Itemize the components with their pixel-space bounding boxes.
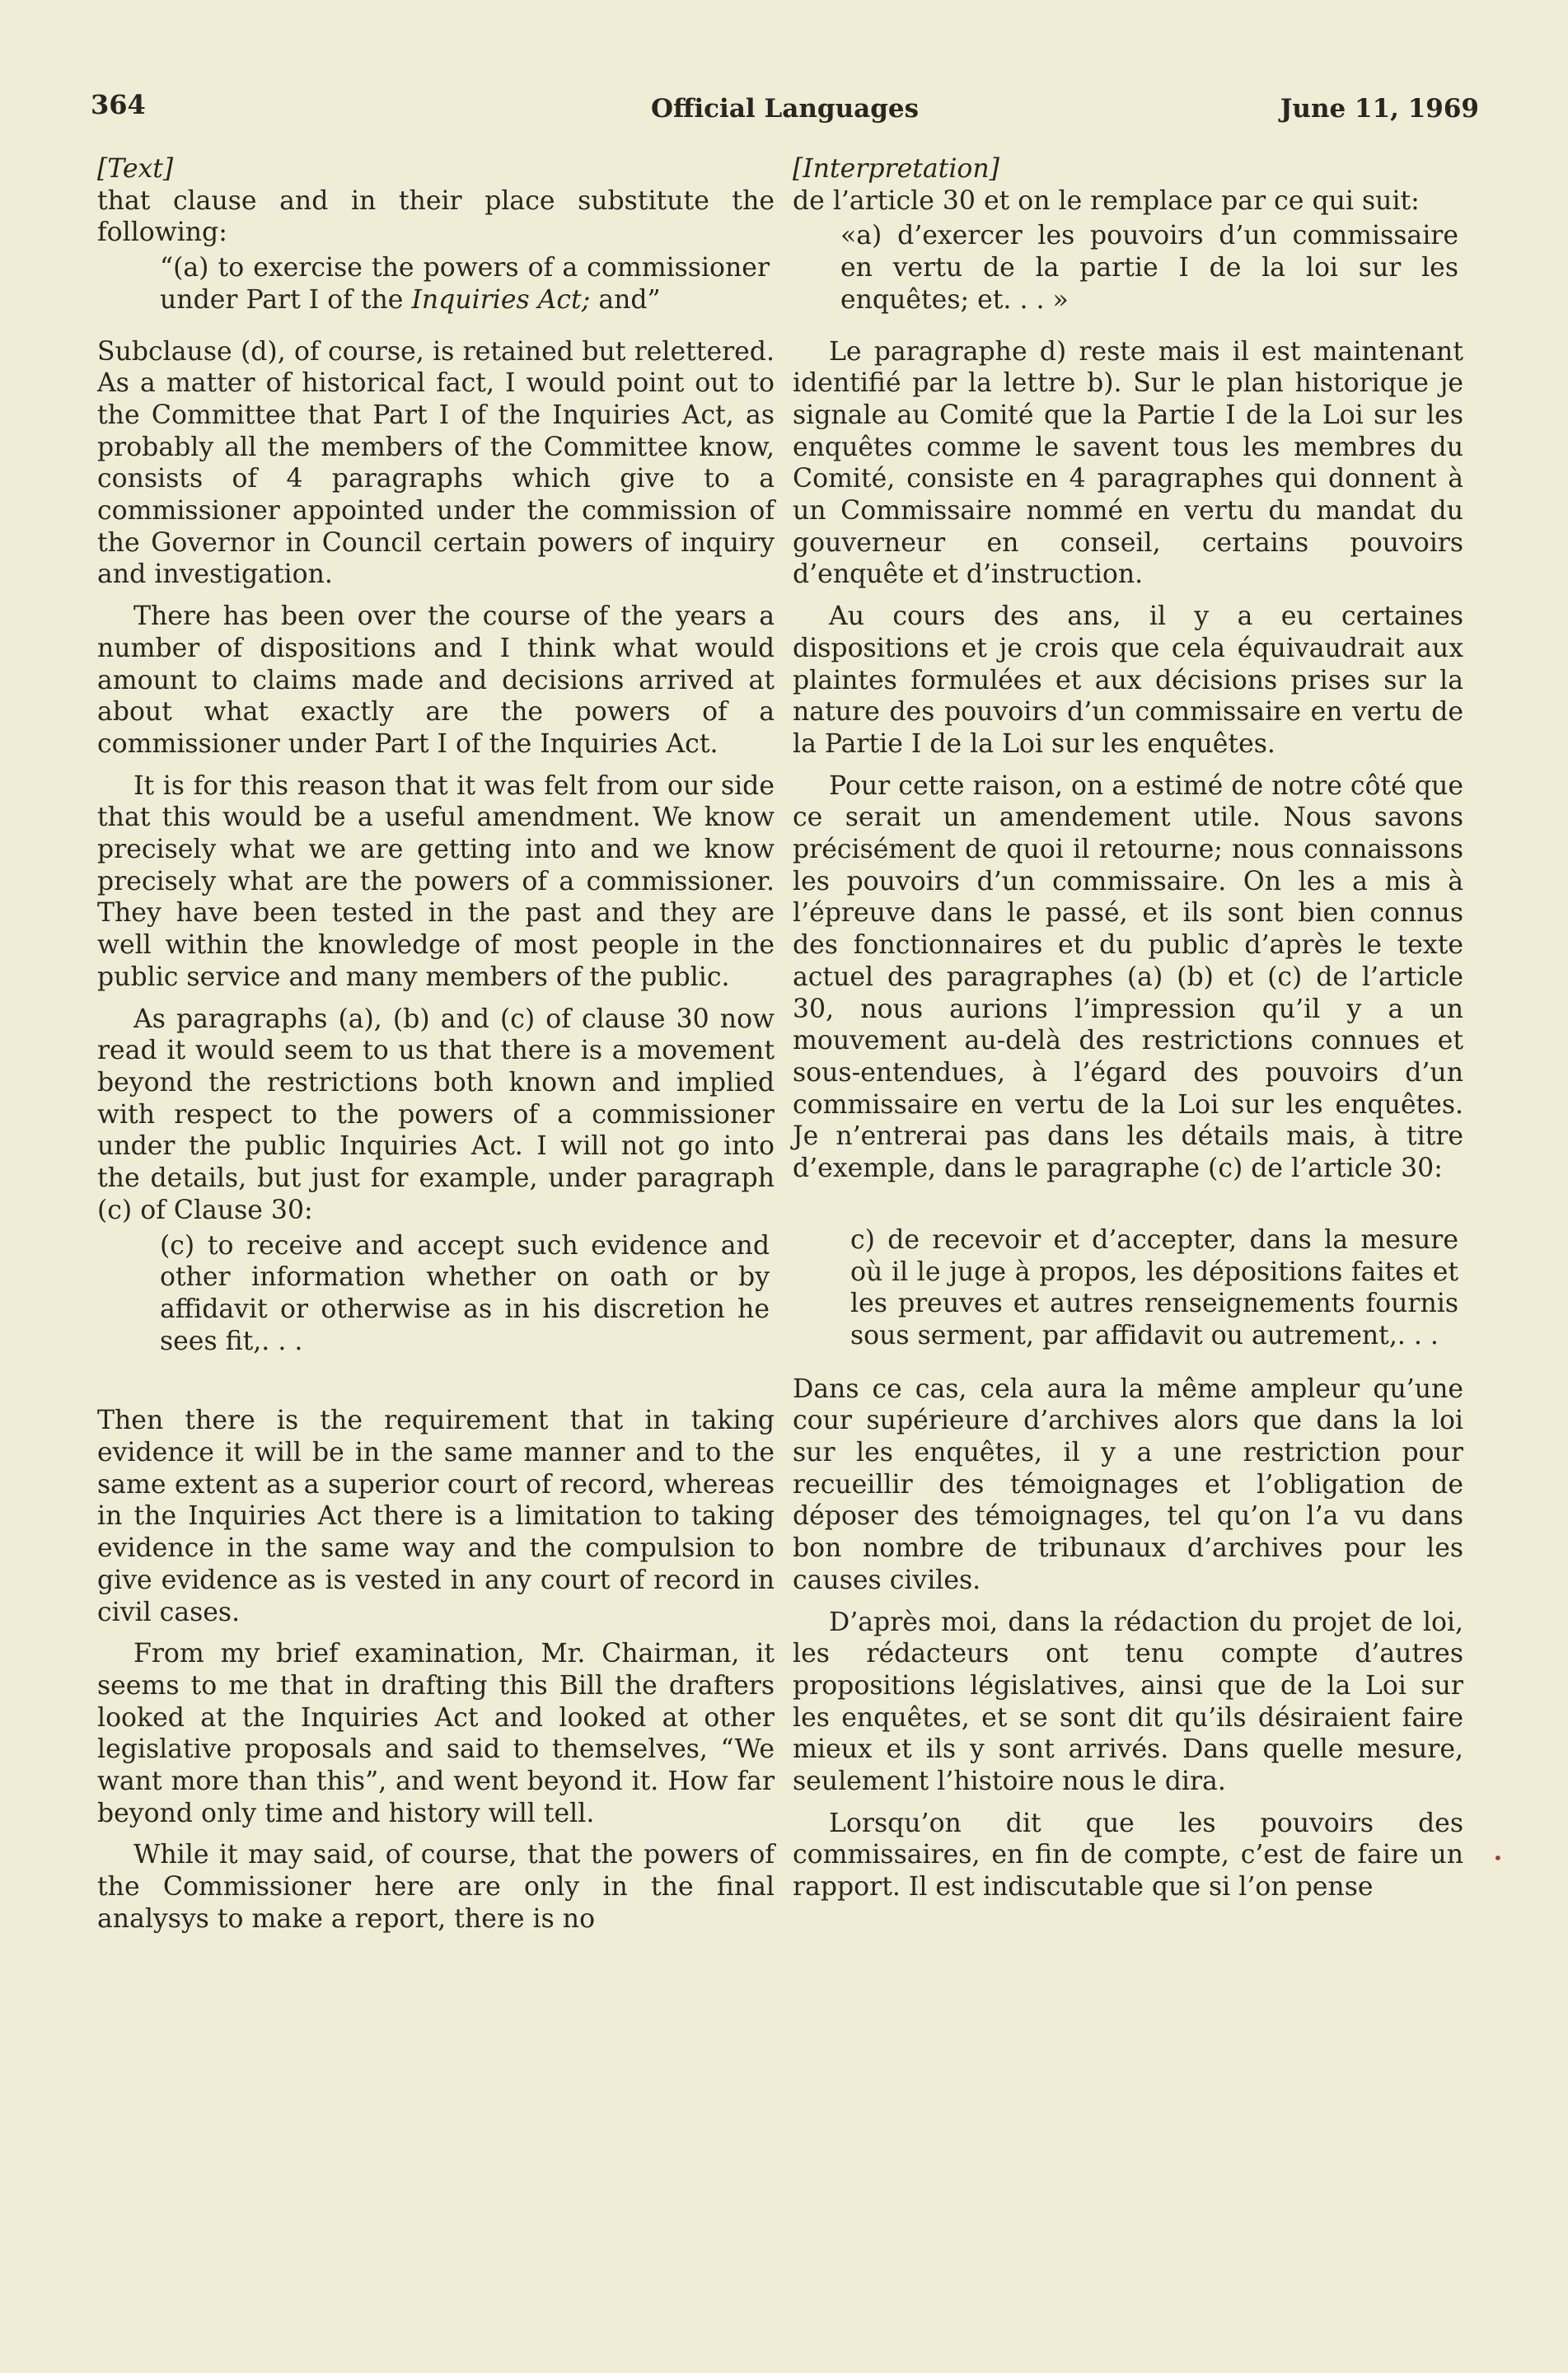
french-column <box>793 153 1463 1903</box>
paragraph: It is for this reason that it was felt from our side that this would be a useful amendment. We know precisely what we are getting into and we know precisely what are the powers of a commissioner. They have been tested in the past and they are well within the knowledge of most people in the public service and many members of the public. <box>97 770 775 992</box>
paragraph: Au cours des ans, il y a eu certaines dispositions et je crois que cela équivaudrait aux plaintes formulées et aux décisions prises sur la nature des pouvoirs d’un commissaire en vertu de la Partie I de la Loi sur les enquêtes. <box>793 601 1463 759</box>
quote-text-end: and” <box>598 284 661 315</box>
paragraph: Pour cette raison, on a estimé de notre côté que ce serait un amendement utile. Nous savons précisément de quoi il retourne; nous connaissons les pouvoirs d’un commissaire. On les a mis à l’épreuve dans le passé, et ils sont bien connus des fonctionnaires et du public d’après le texte actuel des paragraphes (a) (b) et (c) de l’article 30, nous aurions l’impression qu’il y a un mouvement au-delà des restrictions connues et sous-entendues, à l’égard des pouvoirs d’un commissaire en vertu de la Loi sur les enquêtes. Je n’entrerai pas dans les détails mais, à titre d’exemple, dans le paragraphe (c) de l’article 30: <box>793 770 1463 1184</box>
paragraph: Dans ce cas, cela aura la même ampleur qu’une cour supérieure d’archives alors que dans la loi sur les enquêtes, il y a une restriction pour recueillir des témoignages et l’obligation de déposer des témoignages, tel qu’on l’a vu dans bon nombre de tribunaux d’archives pour les causes civiles. <box>793 1374 1463 1595</box>
quoted-clause: c) de recevoir et d’accepter, dans la mesure où il le juge à propos, les dépositions faites et les preuves et autres renseignements fournis sous serment, par affidavit ou autrement,. . . <box>850 1224 1458 1350</box>
paragraph: As paragraphs (a), (b) and (c) of clause 30 now read it would seem to us that there is a movement beyond the restrictions both known and implied with respect to the powers of a commissioner under the public Inquiries Act. I will not go into the details, but just for example, under paragraph (c) of Clause 30: <box>97 1004 775 1225</box>
quoted-amendment <box>97 252 775 316</box>
paragraph: From my brief examination, Mr. Chairman, it seems to me that in drafting this Bill the drafters looked at the Inquiries Act and looked at other legislative proposals and said to themselves, “We want more than this”, and went beyond it. How far beyond only time and history will tell. <box>97 1639 775 1828</box>
margin-mark: • <box>1493 1848 1503 1868</box>
header-date: June 11, 1969 <box>1280 94 1479 124</box>
paragraph: While it may said, of course, that the powers of the Commissioner here are only in the final analysys to make a report, there is no <box>97 1840 775 1934</box>
page-header <box>91 89 1479 130</box>
interpretation-tag: [Interpretation] <box>793 154 999 184</box>
quoted-clause: (c) to receive and accept such evidence and other information whether on oath or by affidavit or otherwise as in his discretion he sees fit,. . . <box>160 1230 770 1356</box>
paragraph: Lorsqu’on dit que les pouvoirs des commissaires, en fin de compte, c’est de faire un rapport. Il est indiscutable que si l’on pense <box>793 1808 1463 1903</box>
text-tag: [Text] <box>97 154 174 184</box>
paragraph: Then there is the requirement that in taking evidence it will be in the same manner and to the same extent as a superior court of record, whereas in the Inquiries Act there is a limitation to taking evidence in the same way and the compulsion to give evidence as is vested in any court of record in civil cases. <box>97 1406 775 1627</box>
paragraph: Subclause (d), of course, is retained but relettered. As a matter of historical fact, I would point out to the Committee that Part I of the Inquiries Act, as probably all the members of the Committee know, consists of 4 paragraphs which give to a commissioner appointed under the commission of the Governor in Council certain powers of inquiry and investigation. <box>97 336 775 590</box>
page-number: 364 <box>91 89 146 120</box>
paragraph: de l’article 30 et on le remplace par ce qui suit: <box>793 185 1420 216</box>
paragraph: that clause and in their place substitute the following: <box>97 185 775 248</box>
english-column <box>97 153 775 1935</box>
running-title: Official Languages <box>650 94 920 124</box>
quoted-amendment: «a) d’exercer les pouvoirs d’un commissaire en vertu de la partie I de la loi sur les enquêtes; et. . . » <box>840 221 1458 315</box>
quote-text: “(a) to exercise the powers of a commissioner under Part I of the <box>160 253 770 315</box>
paragraph: There has been over the course of the years a number of dispositions and I think what would amount to claims made and decisions arrived at about what exactly are the powers of a commissioner under Part I of the Inquiries Act. <box>97 601 775 759</box>
paragraph: D’après moi, dans la rédaction du projet de loi, les rédacteurs ont tenu compte d’autres propositions législatives, ainsi que de la Loi sur les enquêtes, et se sont dit qu’ils désiraient faire mieux et ils y sont arrivés. Dans quelle mesure, seulement l’histoire nous le dira. <box>793 1607 1463 1797</box>
quote-italic-text: Inquiries Act; <box>411 284 591 315</box>
paragraph: Le paragraphe d) reste mais il est maintenant identifié par la lettre b). Sur le plan historique je signale au Comité que la Partie I de la Loi sur les enquêtes comme le savent tous les membres du Comité, consiste en 4 paragraphes qui donnent à un Commissaire nommé en vertu du mandat du gouverneur en conseil, certains pouvoirs d’enquête et d’instruction. <box>793 336 1463 590</box>
